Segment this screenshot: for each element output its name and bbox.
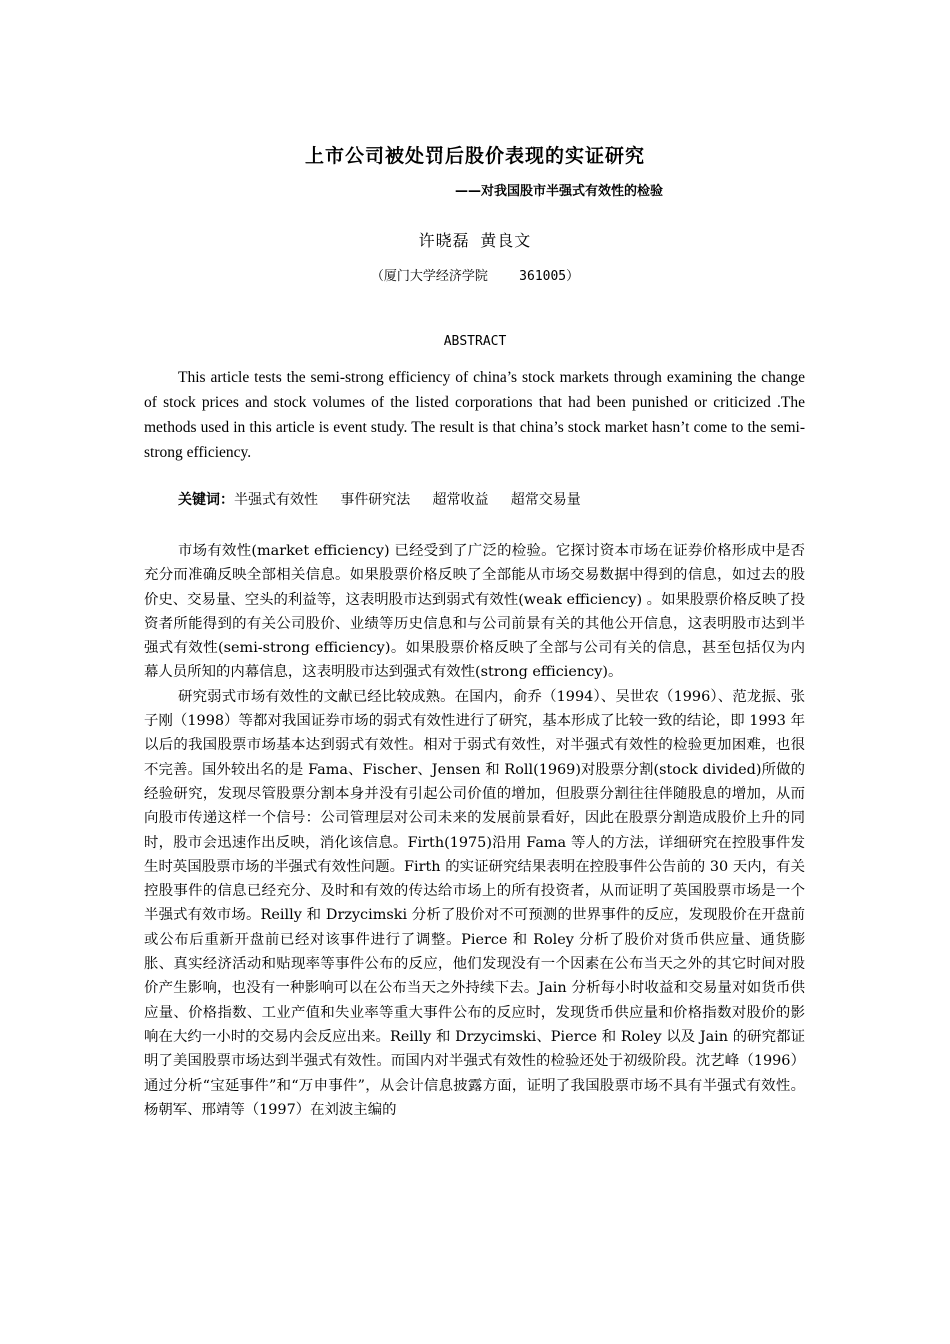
paper-title: 上市公司被处罚后股价表现的实证研究 — [304, 145, 645, 167]
paper-subtitle: ——对我国股市半强式有效性的检验 — [455, 184, 664, 199]
body-paragraph-2: 研究弱式市场有效性的文献已经比较成熟。在国内，俞乔（1994）、吴世农（1996）、范龙振、张子刚（1998）等都对我国证券市场的弱式有效性进行了研究，基本形成了比较一致的结论，即 1993 年以后的我国股票市场基本达到弱式有效性。相对于弱式有效性，对半强式有效性的检验更加困难，也很不完善。国外较出名的是 Fama、Fischer、Jensen 和 Roll(1969)对股票分割(stock divided)所做的经验研究，发现尽管股票分割本身并没有引起公司价值的增加，但股票分割往往伴随股息的增加，从而向股市传递这样一个信号：公司管理层对公司未来的发展前景看好，因此在股票分割造成股价上升的同时，股市会迅速作出反映，消化该信息。Firth(1975)沿用 Fama 等人的方法，详细研究在控股事件发生时英国股票市场的半强式有效性问题。Firth 的实证研究结果表明在控股事件公告前的 30 天内，有关控股事件的信息已经充分、及时和有效的传达给市场上的所有投资者，从而证明了英国股票市场是一个半强式有效市场。Reilly 和 Drzycimski 分析了股价对不可预测的世界事件的反应，发现股价在开盘前或公布后重新开盘前已经对该事件进行了调整。Pierce 和 Roley 分析了股价对货币供应量、通货膨胀、真实经济活动和贴现率等事件公布的反应，他们发现没有一个因素在公布当天之外的其它时间对股价产生影响，也没有一种影响可以在公布当天之外持续下去。Jain 分析每小时收益和交易量对如货币供应量、价格指数、工业产值和失业率等重大事件公布的反应时，发现货币供应量和价格指数对股价的影响在大约一小时的交易内会反应出来。Reilly 和 Drzycimski、Pierce 和 Roley 以及 Jain 的研究都证明了美国股票市场达到半强式有效性。而国内对半强式有效性的检验还处于初级阶段。沈艺峰（1996）通过分析“宝延事件”和“万申事件”，从会计信息披露方面，证明了我国股票市场不具有半强式有效性。杨朝军、邢靖等（1997）在刘波主编的 — [144, 688, 805, 1118]
body-paragraph-1: 市场有效性(market efficiency) 已经受到了广泛的检验。它探讨资本市场在证券价格形成中是否充分而准确反映全部相关信息。如果股票价格反映了全部能从市场交易数据中得到的信息，如过去的股价史、交易量、空头的利益等，这表明股市达到弱式有效性(weak efficiency) 。如果股票价格反映了投资者所能得到的有关公司股价、业绩等历史信息和与公司前景有关的其他公开信息，这表明股市达到半强式有效性(semi-strong efficiency)。如果股票价格反映了全部与公司有关的信息，甚至包括仅为内幕人员所知的内幕信息，这表明股市达到强式有效性(strong efficiency)。 — [144, 543, 805, 681]
author-affiliation: （厦门大学经济学院 361005） — [370, 269, 580, 284]
keywords-terms: 半强式有效性 事件研究法 超常收益 超常交易量 — [234, 492, 581, 508]
abstract-heading: ABSTRACT — [443, 334, 507, 349]
body-text — [144, 539, 805, 1122]
abstract-text: This article tests the semi-strong efficiency of china’s stock markets through examining the change of stock prices and stock volumes of the listed corporations that had been punished or criticized .The methods used in this article is event study. The result is that china’s stock market hasn’t come to the semi-strong efficiency. — [144, 369, 805, 461]
paper-authors: 许晓磊 黄良文 — [418, 231, 532, 250]
keywords-line — [178, 489, 581, 509]
keywords-label: 关键词： — [178, 492, 234, 508]
